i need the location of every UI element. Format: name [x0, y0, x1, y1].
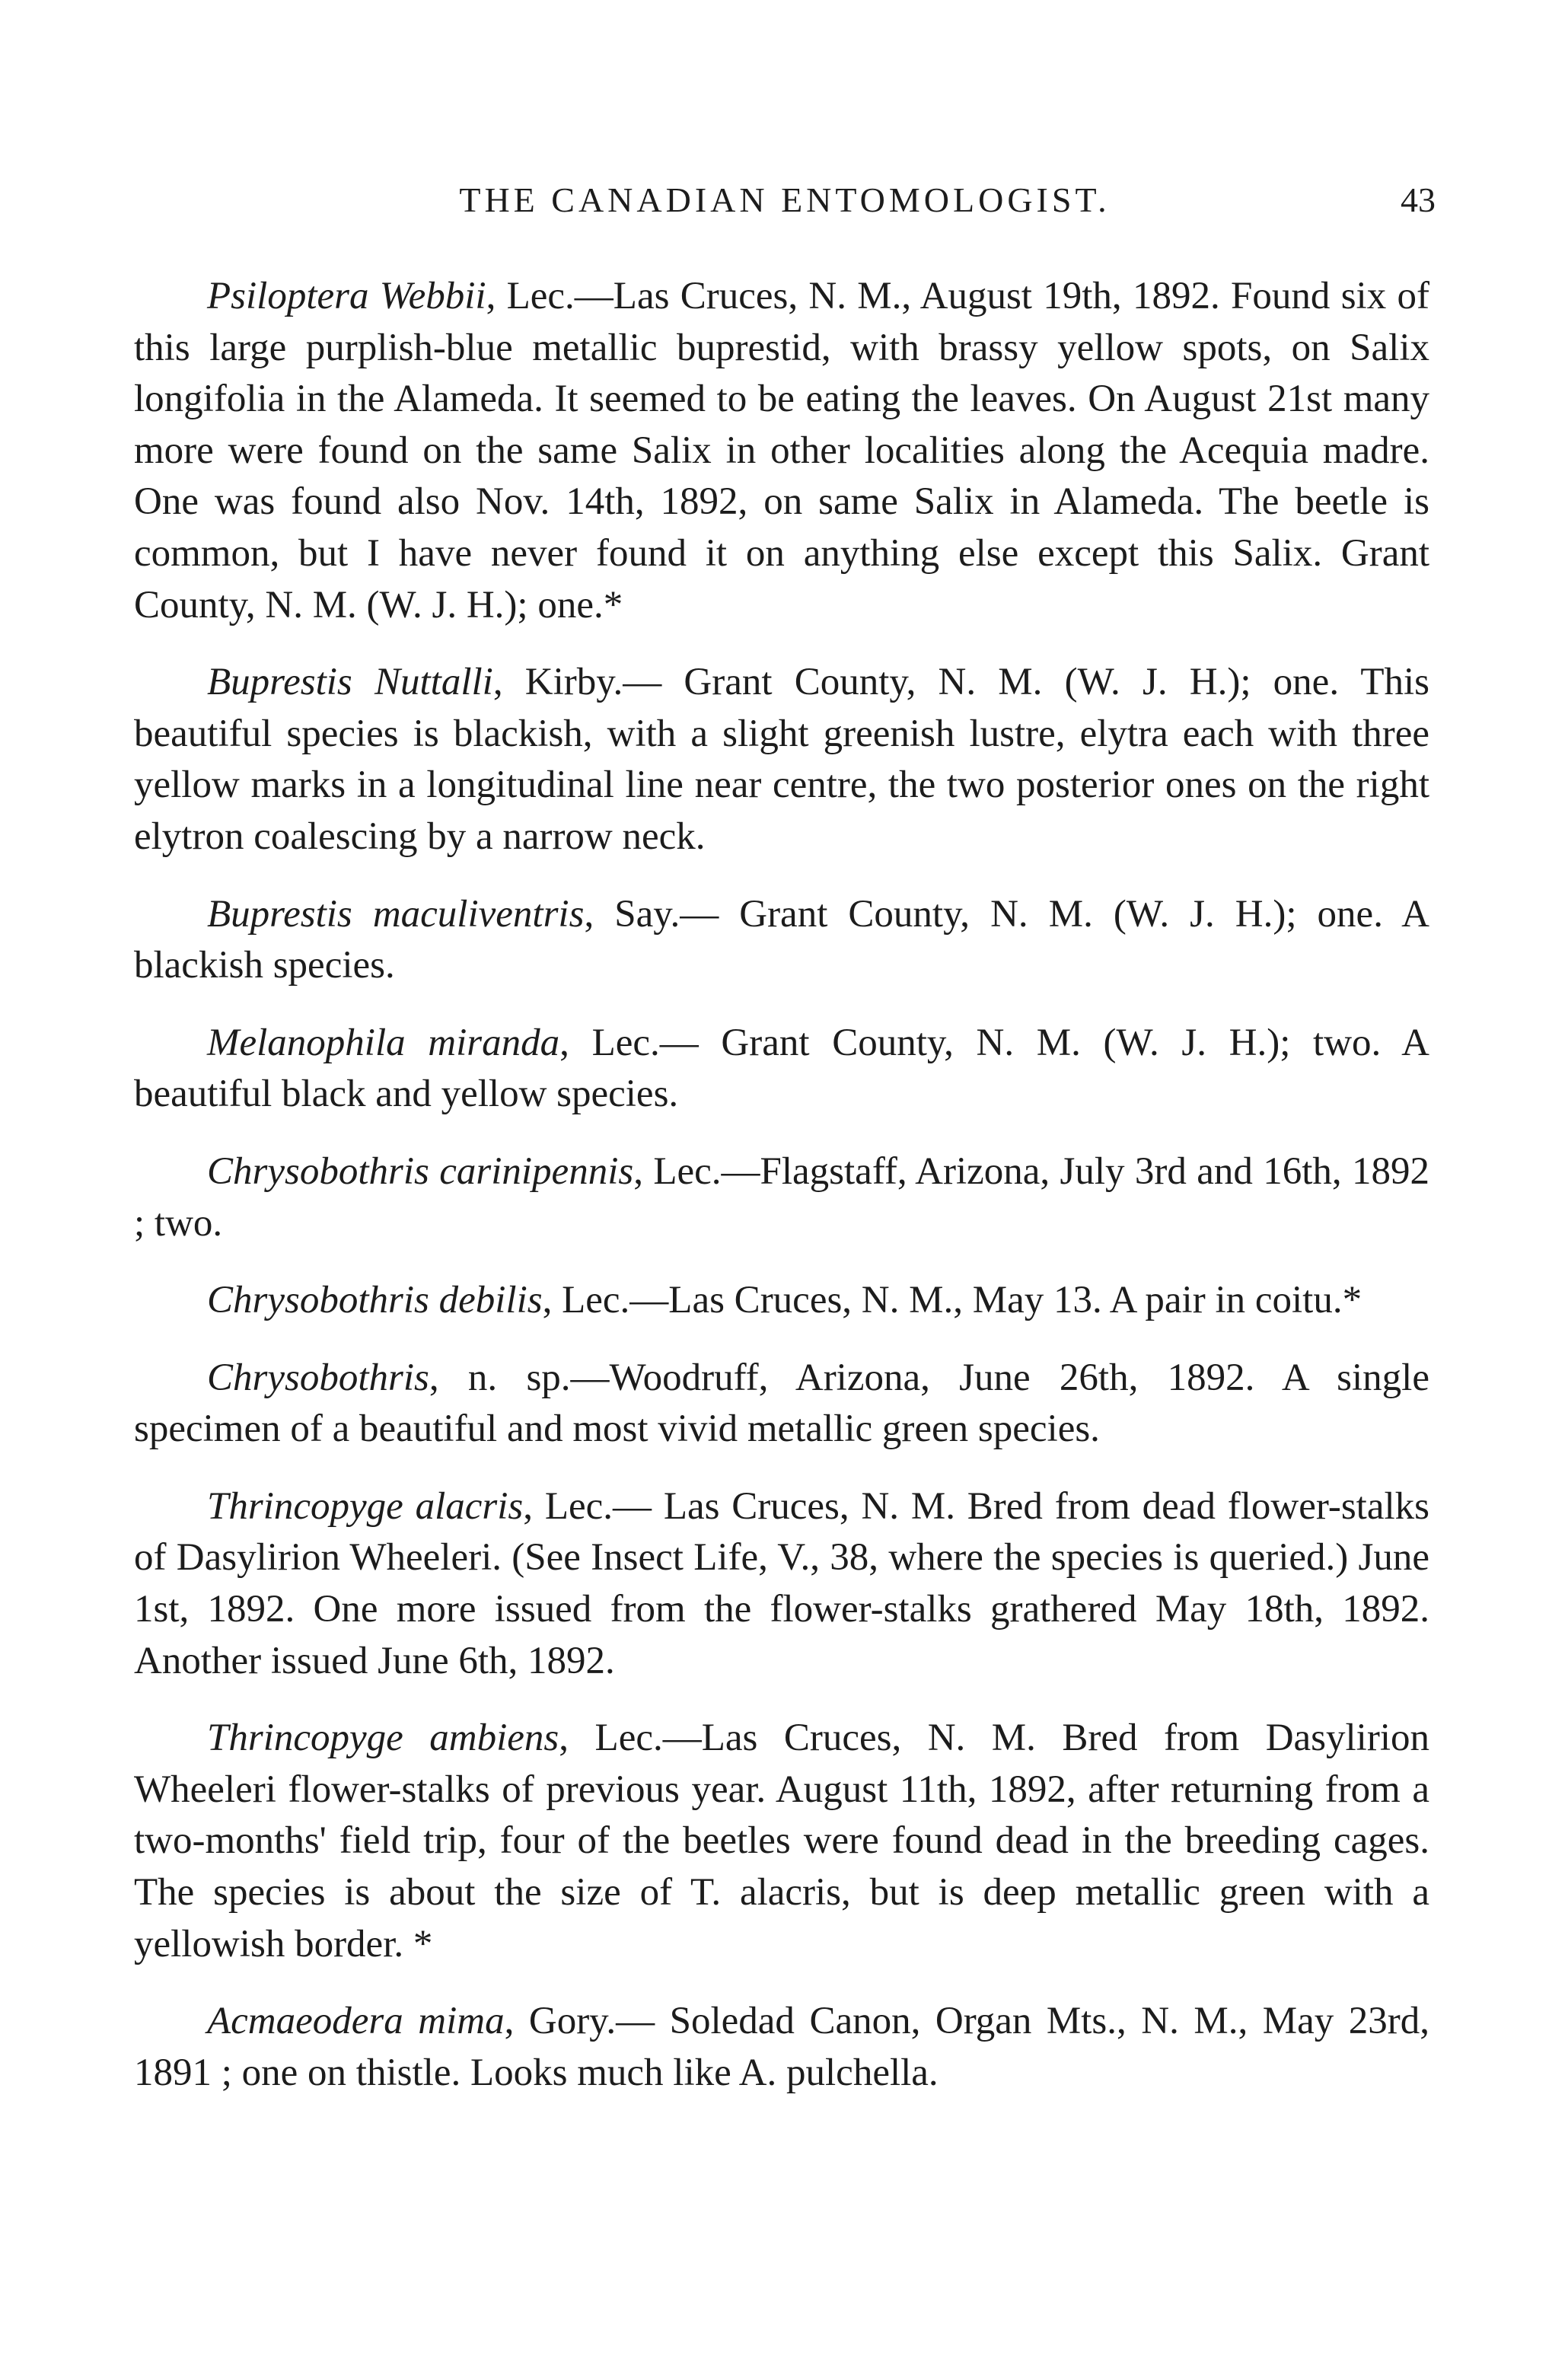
species-name: Psiloptera Webbii: [207, 275, 486, 317]
entry-text: , Lec.— Grant County, N. M. (W. J. H.); two. A beautiful black and yellow species.: [134, 1021, 1429, 1116]
running-head: [134, 180, 1436, 233]
entry-text: , Gory.— Soledad Canon, Organ Mts., N. M., May 23rd, 1891 ; one on thistle. Looks much like A. pulchella.: [134, 2000, 1429, 2094]
species-entry: [134, 889, 1429, 992]
species-name: Chrysobothris: [207, 1356, 429, 1399]
species-name: Thrincopyge alacris: [207, 1484, 524, 1528]
species-entry: [134, 1996, 1429, 2099]
journal-title: THE CANADIAN ENTOMOLOGIST.: [459, 180, 1111, 219]
species-name: Acmaeodera mima: [207, 2000, 505, 2043]
species-name: Chrysobothris carinipennis: [207, 1149, 634, 1193]
entry-text: , Lec.— Las Cruces, N. M. Bred from dead flower-stalks of Dasylirion Wheeleri. (See Insect Life, V., 38, where the species is queried.) June 1st, 1892. One more issued from the flower-stalks grathered May 18th, 1892. Another issued June 6th, 1892.: [134, 1484, 1429, 1682]
species-name: Thrincopyge ambiens: [207, 1717, 559, 1760]
species-entry: [134, 1481, 1429, 1687]
entry-text: , Lec.—Las Cruces, N. M., May 13. A pair in coitu.*: [542, 1279, 1362, 1322]
species-entry: [134, 1275, 1429, 1327]
species-name: Chrysobothris debilis: [207, 1279, 543, 1322]
species-entry: [134, 1713, 1429, 1970]
species-name: Melanophila miranda: [207, 1021, 560, 1064]
species-entry: [134, 271, 1429, 631]
species-entry: [134, 1353, 1429, 1455]
entry-text: , Say.— Grant County, N. M. (W. J. H.); one. A blackish species.: [134, 892, 1430, 987]
species-entry: [134, 1146, 1429, 1249]
entry-text: , Kirby.— Grant County, N. M. (W. J. H.); one. This beautiful species is blackish, with a slight greenish lustre, elytra each with three yellow marks in a longitudinal line near centre, the two posterior ones on the right elytron coalescing by a narrow neck.: [134, 661, 1430, 858]
species-name: Buprestis maculiventris: [207, 892, 585, 936]
entry-text: , Lec.—Las Cruces, N. M., August 19th, 1892. Found six of this large purplish-blue metallic buprestid, with brassy yellow spots, on Salix longifolia in the Alameda. It seemed to be eating the leaves. On August 21st many more were found on the same Salix in other localities along the Acequia madre. One was found also Nov. 14th, 1892, on same Salix in Alameda. The beetle is common, but I have never found it on anything else except this Salix. Grant County, N. M. (W. J. H.); one.*: [134, 275, 1429, 626]
page-number: 43: [1401, 180, 1436, 219]
article-body: [134, 271, 1429, 2125]
entry-text: , n. sp.—Woodruff, Arizona, June 26th, 1892. A single specimen of a beautiful and most vivid metallic green species.: [134, 1356, 1429, 1451]
species-name: Buprestis Nuttalli: [207, 661, 493, 704]
entry-text: , Lec.—Flagstaff, Arizona, July 3rd and 16th, 1892 ; two.: [134, 1149, 1429, 1245]
species-entry: [134, 1018, 1429, 1121]
entry-text: , Lec.—Las Cruces, N. M. Bred from Dasylirion Wheeleri flower-stalks of previous year. August 11th, 1892, after returning from a two-months' field trip, four of the beetles were found dead in the breeding cages. The species is about the size of T. alacris, but is deep metallic green with a yellowish border. *: [134, 1717, 1429, 1965]
species-entry: [134, 657, 1429, 862]
